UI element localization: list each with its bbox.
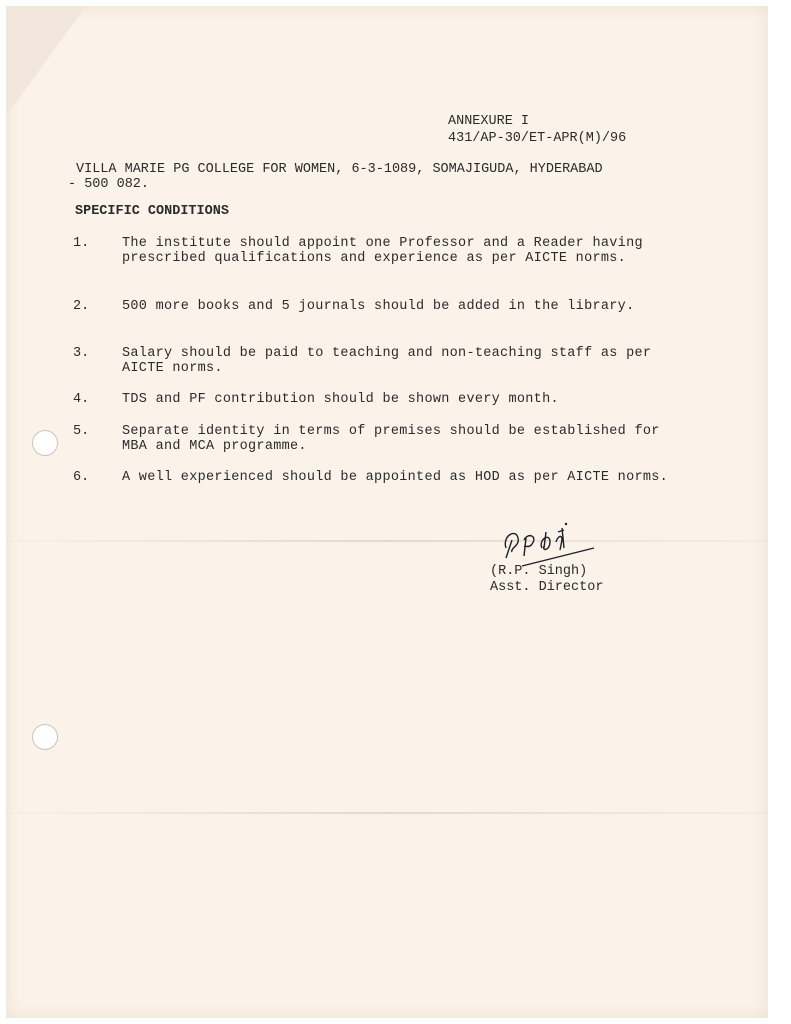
fold-line <box>6 812 768 814</box>
signatory-name: (R.P. Singh) <box>490 564 588 579</box>
condition-text: Salary should be paid to teaching and non-teaching staff as per AICTE norms. <box>122 346 652 376</box>
address-line-2: - 500 082. <box>68 177 150 192</box>
document-page <box>6 6 768 1018</box>
fold-line <box>6 540 768 542</box>
folded-corner <box>6 6 86 116</box>
punch-hole <box>32 724 58 750</box>
condition-number: 5. <box>73 424 90 439</box>
condition-number: 4. <box>73 392 90 407</box>
condition-number: 3. <box>73 346 90 361</box>
section-title: SPECIFIC CONDITIONS <box>75 204 229 219</box>
condition-text: TDS and PF contribution should be shown every month. <box>122 392 559 407</box>
handwritten-signature <box>498 518 608 568</box>
condition-text: A well experienced should be appointed as HOD as per AICTE norms. <box>122 470 669 485</box>
punch-hole <box>32 430 58 456</box>
condition-text: 500 more books and 5 journals should be added in the library. <box>122 299 635 314</box>
condition-number: 6. <box>73 470 90 485</box>
address-line-1: VILLA MARIE PG COLLEGE FOR WOMEN, 6-3-1089, SOMAJIGUDA, HYDERABAD <box>76 162 603 177</box>
signatory-designation: Asst. Director <box>490 580 604 595</box>
condition-text: Separate identity in terms of premises should be established for MBA and MCA programme. <box>122 424 660 454</box>
condition-text: The institute should appoint one Professor and a Reader having prescribed qualifications and experience as per AICTE norms. <box>122 236 643 266</box>
reference-number: 431/AP-30/ET-APR(M)/96 <box>448 131 627 146</box>
condition-number: 2. <box>73 299 90 314</box>
annexure-label: ANNEXURE I <box>448 114 530 129</box>
condition-number: 1. <box>73 236 90 251</box>
